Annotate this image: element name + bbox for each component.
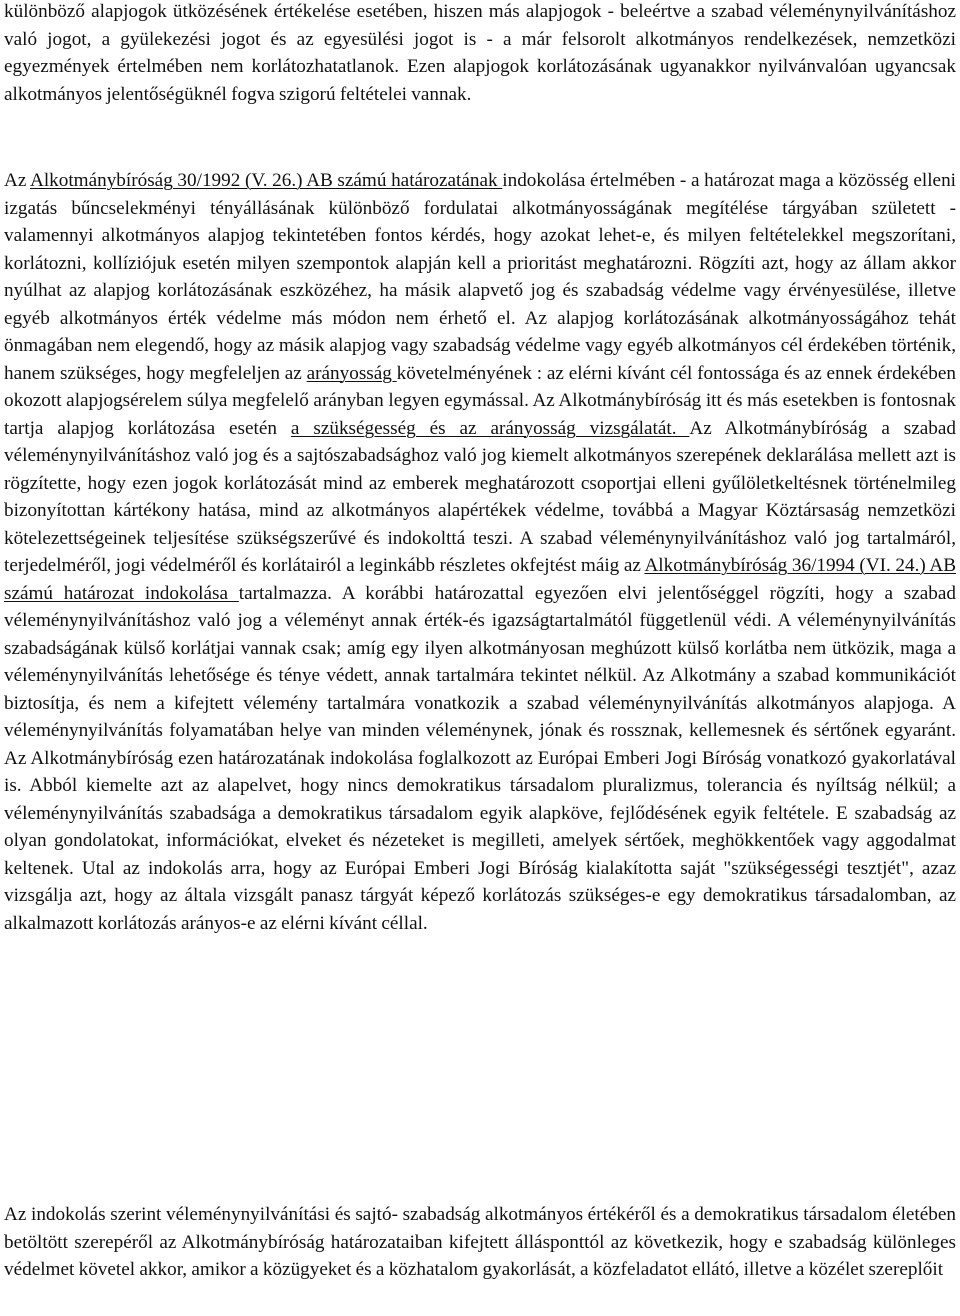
paragraph-2 (4, 167, 956, 937)
paragraph-3: Az indokolás szerint véleménynyilvánítási és sajtó- szabadság alkotmányos értékéről és a demokratikus társadalom életében betöltött szerepéről az Alkotmánybíróság határozataiban kifejtett állásponttól az következik, hogy e szabadság különleges védelmet követel akkor, amikor a közügyeket és a közhatalom gyakorlását, a közfeladatot ellátó, illetve a közélet szereplőit (4, 1204, 956, 1280)
paragraph-2-text-a: Az (4, 170, 30, 191)
paragraph-2-text-b: indokolása értelmében - a határozat maga a közösség elleni izgatás bűncselekményi tényállásának különböző fordulatai alkotmányosságának megítélése tárgyában született - valamennyi alkotmányos alapjog tekintetében fontos kérdés, hogy azokat lehet-e, és milyen feltételekkel megszorítani, korlátozni, kollíziójuk esetén milyen szempontok alapján kell a prioritást meghatározni. Rögzíti azt, hogy az állam akkor nyúlhat az alapjog korlátozásának eszközéhez, ha másik alapvető jog és szabadság védelme vagy érvényesülése, illetve egyéb alkotmányos érték védelme más módon nem érhető el. Az alapjog korlátozásának alkotmányosságához tehát önmagában nem elegendő, hogy az másik alapjog vagy szabadság védelme vagy egyéb alkotmányos cél érdekében történik, hanem szükséges, hogy megfeleljen az (4, 170, 956, 384)
term-aranyossag: arányosság (306, 362, 397, 384)
reference-link-36-1994: Alkotmánybíróság 36/1994 (VI. 24.) AB számú határozat indokolása (4, 555, 956, 604)
paragraph-2-text-d: Az Alkotmánybíróság a szabad véleménynyilvánításhoz való jog és a sajtószabadsághoz való jog kiemelt alkotmányos szerepének deklarálása mellett azt is rögzítette, hogy ezen jogok korlátozását mind az emberek meghatározott csoportjai elleni gyűlöletkeltésnek történelmileg bizonyítottan kártékony hatása, mind az alkotmányos alapértékek védelme, továbbá a Magyar Köztársaság nemzetközi kötelezettségeinek teljesítése szükségszerűvé és indokolttá teszi. A szabad véleménynyilvánításhoz való jog tartalmáról, terjedelméről, jogi védelméről és korlátairól a leginkább részletes okfejtést máig az (4, 417, 956, 576)
paragraph-1: különböző alapjogok ütközésének értékelése esetében, hiszen más alapjogok - beleértve a szabad véleménynyilvánításhoz való jogot, a gyülekezési jogot és az egyesülési jogot is - a már felsorolt alkotmányos rendelkezések, nemzetközi egyezmények értelmében nem korlátozhatatlanok. Ezen alapjogok korlátozásának ugyanakkor nyilvánvalóan ugyancsak alkotmányos jelentőségüknél fogva szigorú feltételei vannak. (4, 1, 956, 105)
term-szuksegesseg-aranyossag: a szükségesség és az arányosság vizsgálatát. (290, 417, 690, 439)
reference-link-30-1992: Alkotmánybíróság 30/1992 (V. 26.) AB számú határozatának (29, 170, 503, 191)
paragraph-2-text-c: követelményének : az elérni kívánt cél fontossága és az ennek érdekében okozott alapjogsérelem súlya megfelelő arányban legyen egymással. Az Alkotmánybíróság itt és más esetekben is fontosnak tartja alapjog korlátozása esetén (4, 362, 956, 439)
paragraph-2-text-e: tartalmazza. A korábbi határozattal egyezően elvi jelentőséggel rögzíti, hogy a szabad véleménynyilvánításhoz való jog a véleményt annak érték-és igazságtartalmától függetlenül védi. A véleménynyilvánítás szabadságának külső korlátjai vannak csak; amíg egy ilyen alkotmányosan meghúzott külső korlátba nem ütközik, maga a véleménynyilvánítás lehetősége és ténye védett, annak tartalmára tekintet nélkül. Az Alkotmány a szabad kommunikációt biztosítja, és nem a kifejtett vélemény tartalmára vonatkozik a szabad véleménynyilvánítás alkotmányos alapjoga. A véleménynyilvánítás folyamatában helye van minden véleménynek, jónak és rossznak, kellemesnek és sértőnek egyaránt. Az Alkotmánybíróság ezen határozatának indokolása foglalkozott az Európai Emberi Jogi Bíróság vonatkozó gyakorlatával is. Abból kiemelte azt az alapelvet, hogy nincs demokratikus társadalom pluralizmus, tolerancia és nyíltság nélkül; a véleménynyilvánítás szabadsága a demokratikus társadalom egyik alapköve, fejlődésének egyik feltétele. E szabadság az olyan gondolatokat, információkat, elveket és nézeteket is megilleti, amelyek sértőek, meghökkentőek vagy aggodalmat keltenek. Utal az indokolás arra, hogy az Európai Emberi Jogi Bíróság kialakította saját "szükségességi tesztjét", azaz vizsgálja azt, hogy az általa vizsgált panasz tárgyát képező korlátozás szükséges-e egy demokratikus társadalomban, az alkalmazott korlátozás arányos-e az elérni kívánt céllal. (4, 582, 956, 934)
